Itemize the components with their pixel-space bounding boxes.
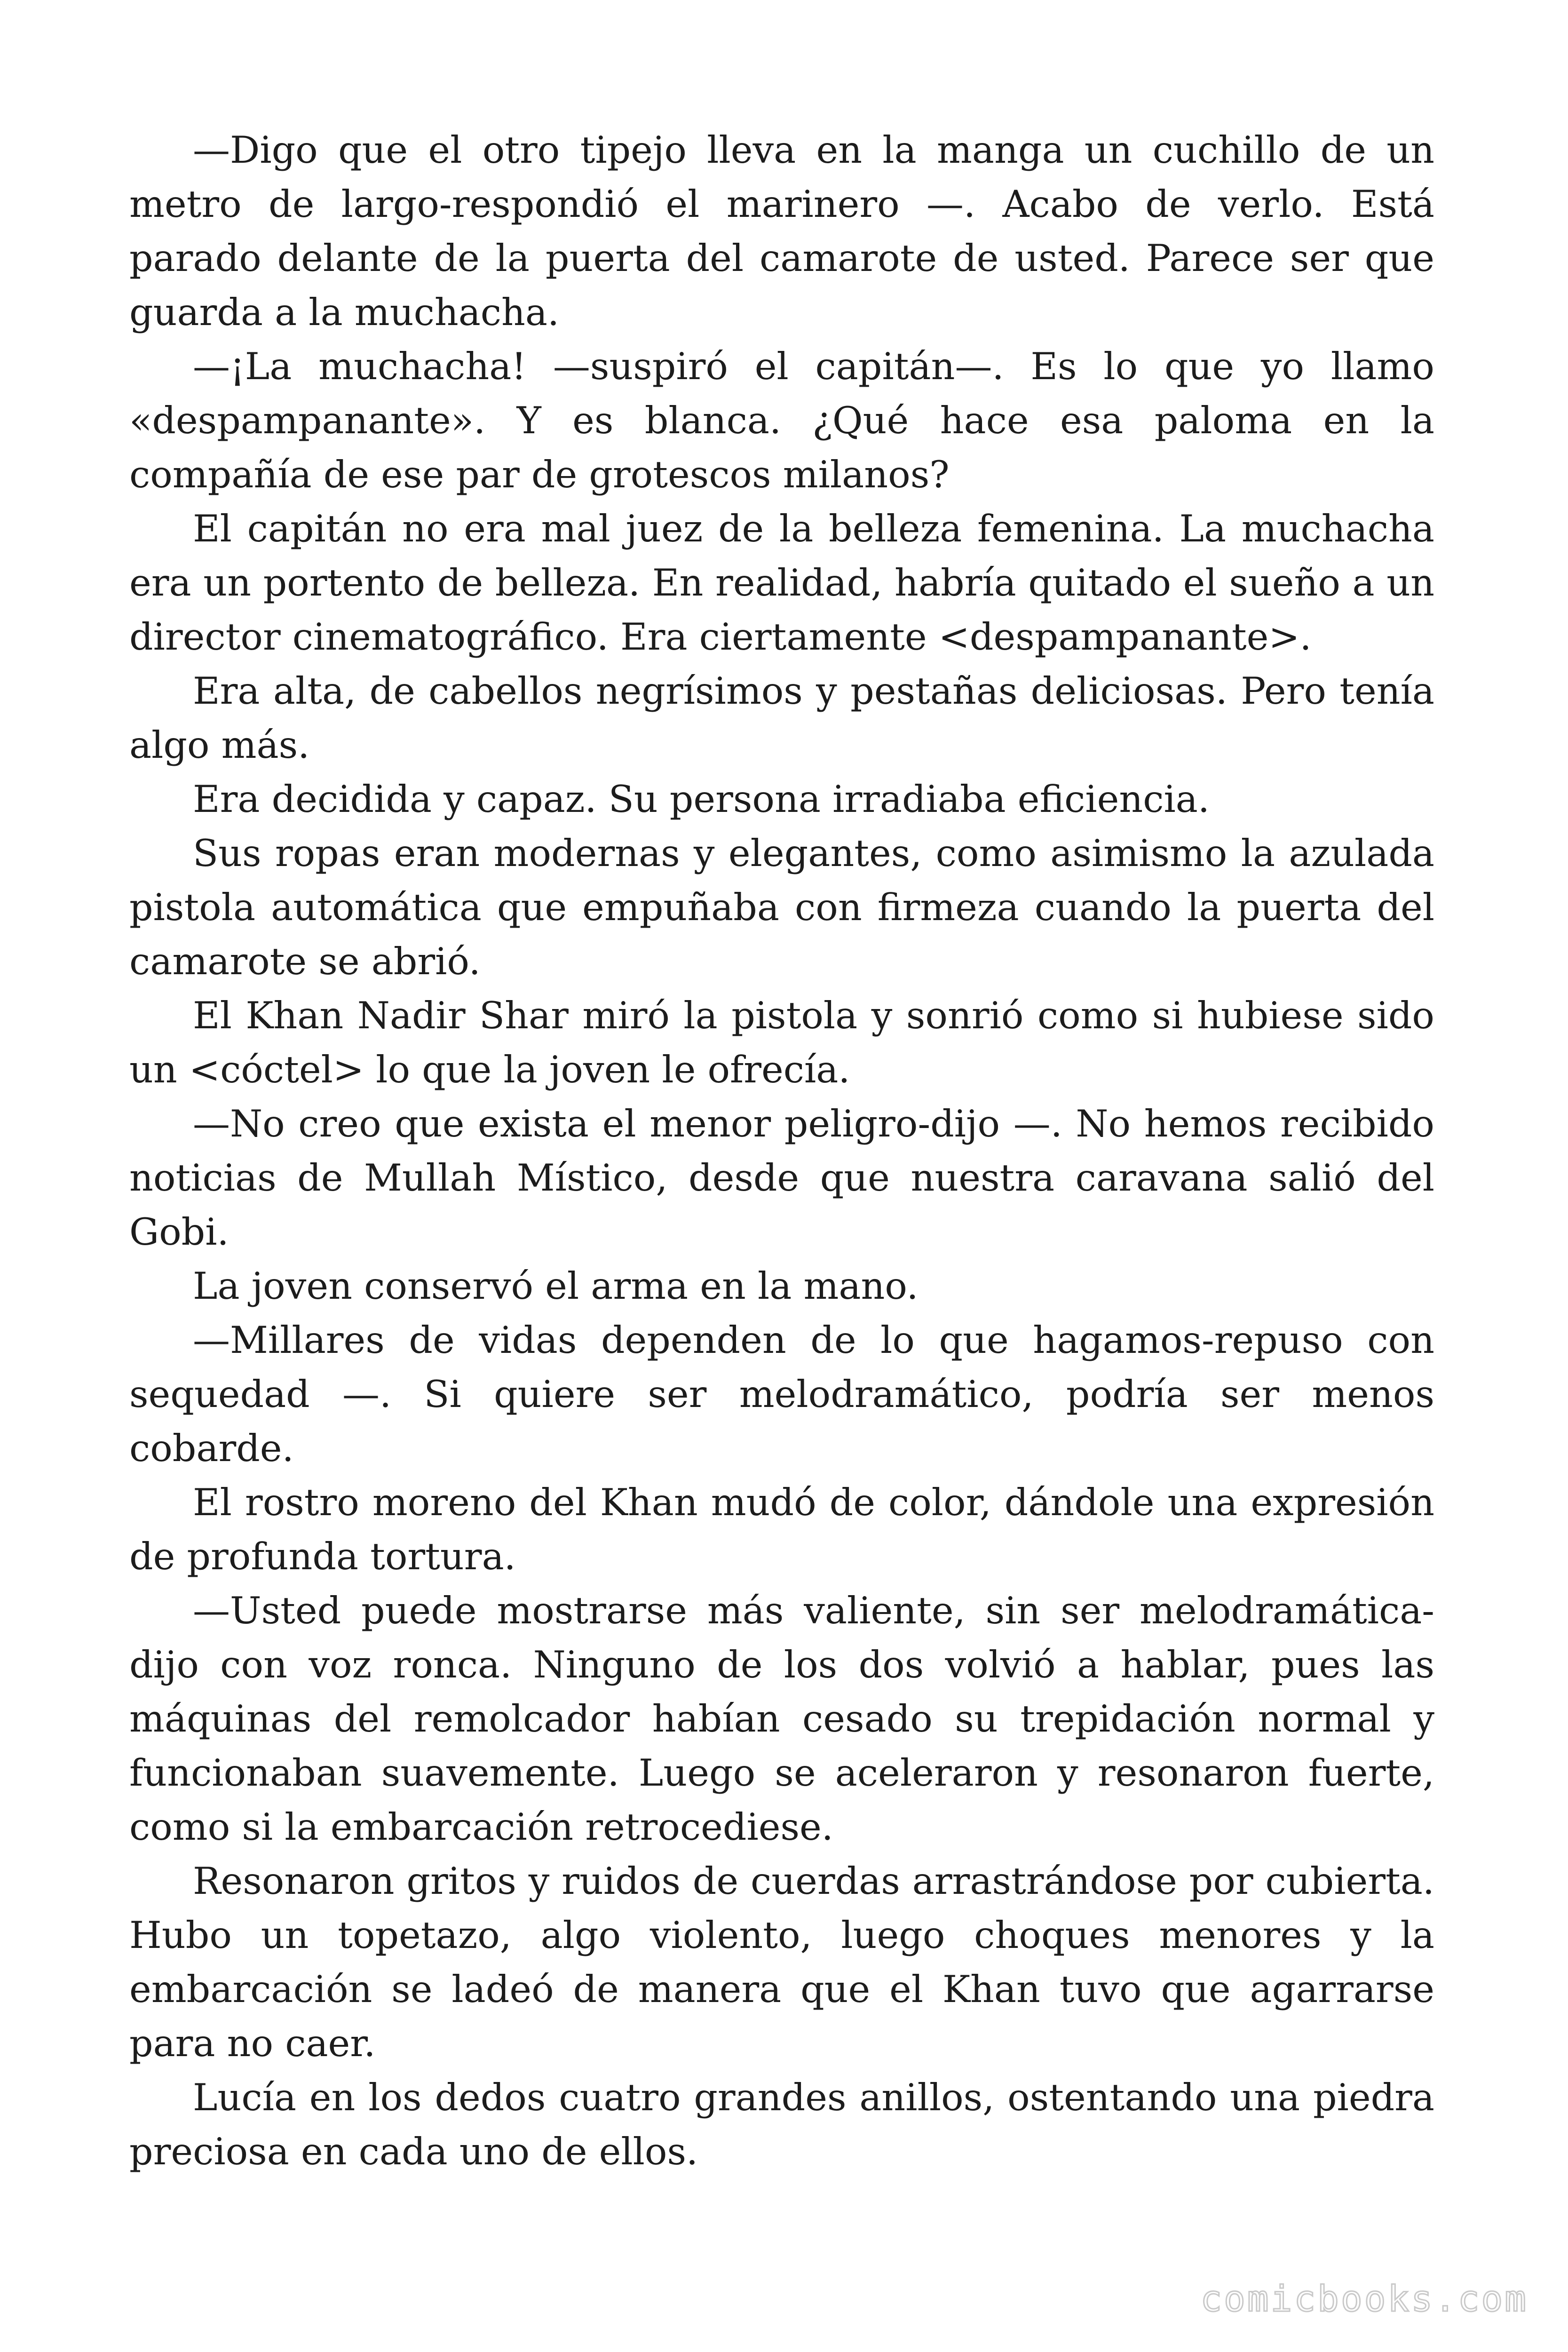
paragraph: —Usted puede mostrarse más valiente, sin ser melodramática-dijo con voz ronca. Ninguno de los dos volvió a hablar, pues las máquinas del remolcador habían cesado su trepidación normal y funcionaban suavemente. Luego se aceleraron y resonaron fuerte, como si la embarcación retrocediese. bbox=[129, 1589, 1434, 1849]
paragraph: La joven conservó el arma en la mano. bbox=[193, 1264, 919, 1308]
paragraph: —Millares de vidas dependen de lo que hagamos-repuso con sequedad —. Si quiere ser melodramático, podría ser menos cobarde. bbox=[129, 1319, 1434, 1470]
watermark: comicbooks.com bbox=[1200, 2278, 1528, 2320]
paragraph: —¡La muchacha! —suspiró el capitán—. Es lo que yo llamo «despampanante». Y es blanca. ¿Qué hace esa paloma en la compañía de ese par de grotescos milanos? bbox=[129, 345, 1434, 496]
paragraph: El Khan Nadir Shar miró la pistola y sonrió como si hubiese sido un <cóctel> lo que la joven le ofrecía. bbox=[129, 994, 1434, 1091]
paragraph: Lucía en los dedos cuatro grandes anillos, ostentando una piedra preciosa en cada uno de ellos. bbox=[129, 2076, 1434, 2173]
paragraph: El capitán no era mal juez de la belleza femenina. La muchacha era un portento de belleza. En realidad, habría quitado el sueño a un director cinematográfico. Era ciertamente <despampanante>. bbox=[129, 507, 1434, 659]
paragraph: El rostro moreno del Khan mudó de color, dándole una expresión de profunda tortura. bbox=[129, 1481, 1434, 1578]
paragraph: —No creo que exista el menor peligro-dijo —. No hemos recibido noticias de Mullah Místico, desde que nuestra caravana salió del Gobi. bbox=[129, 1102, 1434, 1254]
paragraph: —Digo que el otro tipejo lleva en la manga un cuchillo de un metro de largo-respondió el marinero —. Acabo de verlo. Está parado delante de la puerta del camarote de usted. Parece ser que guarda a la muchacha. bbox=[129, 128, 1434, 334]
page-body-text bbox=[129, 123, 1434, 2179]
paragraph: Era decidida y capaz. Su persona irradiaba eficiencia. bbox=[193, 778, 1210, 821]
paragraph: Resonaron gritos y ruidos de cuerdas arrastrándose por cubierta. Hubo un topetazo, algo violento, luego choques menores y la embarcación se ladeó de manera que el Khan tuvo que agarrarse para no caer. bbox=[129, 1859, 1434, 2065]
paragraph: Era alta, de cabellos negrísimos y pestañas deliciosas. Pero tenía algo más. bbox=[129, 669, 1434, 767]
paragraph: Sus ropas eran modernas y elegantes, como asimismo la azulada pistola automática que empuñaba con firmeza cuando la puerta del camarote se abrió. bbox=[129, 832, 1434, 983]
